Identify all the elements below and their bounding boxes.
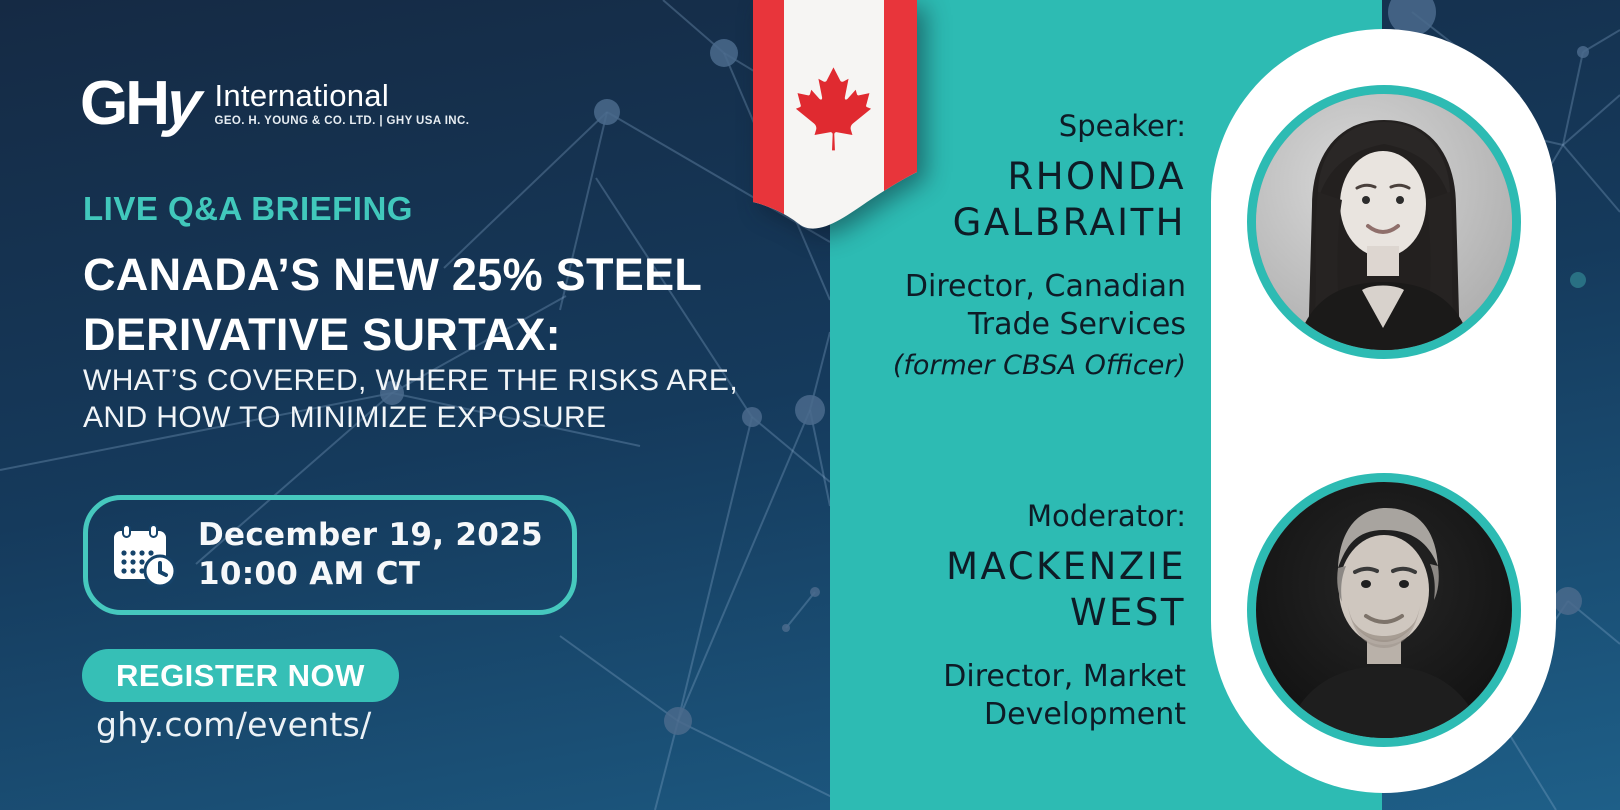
event-title-line1: CANADA’S NEW 25% STEEL (83, 249, 703, 300)
speaker-role-label: Speaker: (1058, 109, 1186, 143)
speaker-name (756, 154, 1186, 246)
ghy-logo-gh: GH (80, 69, 167, 138)
ghy-logo (80, 69, 470, 138)
moderator-name-line2: WEST (1069, 591, 1186, 634)
events-url-link[interactable]: ghy.com/events/ (96, 705, 372, 744)
date-time-box (83, 495, 577, 615)
ghy-logo-y: y (157, 69, 209, 138)
speaker-title-line2: Trade Services (967, 307, 1186, 342)
speaker-portrait-illustration (1256, 94, 1512, 350)
event-date: December 19, 2025 (198, 517, 543, 553)
date-time-text (198, 516, 543, 594)
speaker-name-line2: GALBRAITH (952, 201, 1186, 244)
speaker-name-line1: RHONDA (1007, 155, 1186, 198)
moderator-photo (1247, 473, 1521, 747)
event-kicker: LIVE Q&A BRIEFING (83, 190, 413, 227)
moderator-name-line1: MACKENZIE (946, 545, 1186, 588)
moderator-title-line1: Director, Market (943, 659, 1186, 694)
speaker-block (756, 108, 1186, 382)
register-now-label: REGISTER NOW (116, 657, 365, 693)
moderator-role-label: Moderator: (1026, 499, 1186, 533)
event-subtitle-line1: WHAT’S COVERED, WHERE THE RISKS ARE, (83, 364, 739, 397)
logo-name: International (214, 78, 390, 113)
portraits-capsule (1211, 29, 1556, 793)
event-title (83, 245, 702, 365)
speaker-note: (former CBSA Officer) (892, 350, 1186, 381)
speaker-title (756, 268, 1186, 344)
event-title-line2: DERIVATIVE SURTAX: (83, 309, 561, 360)
logo-tagline: GEO. H. YOUNG & CO. LTD. | GHY USA INC. (214, 115, 470, 127)
speaker-title-line1: Director, Canadian (904, 269, 1186, 304)
moderator-portrait-illustration (1256, 482, 1512, 738)
event-subtitle (83, 362, 738, 436)
event-time: 10:00 AM CT (198, 556, 421, 592)
moderator-title (756, 658, 1186, 734)
moderator-title-line2: Development (984, 697, 1186, 732)
event-subtitle-line2: AND HOW TO MINIMIZE EXPOSURE (83, 401, 607, 434)
moderator-block (756, 498, 1186, 734)
calendar-clock-icon (108, 519, 180, 591)
register-now-button[interactable] (82, 649, 399, 702)
moderator-name (756, 544, 1186, 636)
ghy-logo-letters (80, 69, 209, 138)
speaker-photo (1247, 85, 1521, 359)
